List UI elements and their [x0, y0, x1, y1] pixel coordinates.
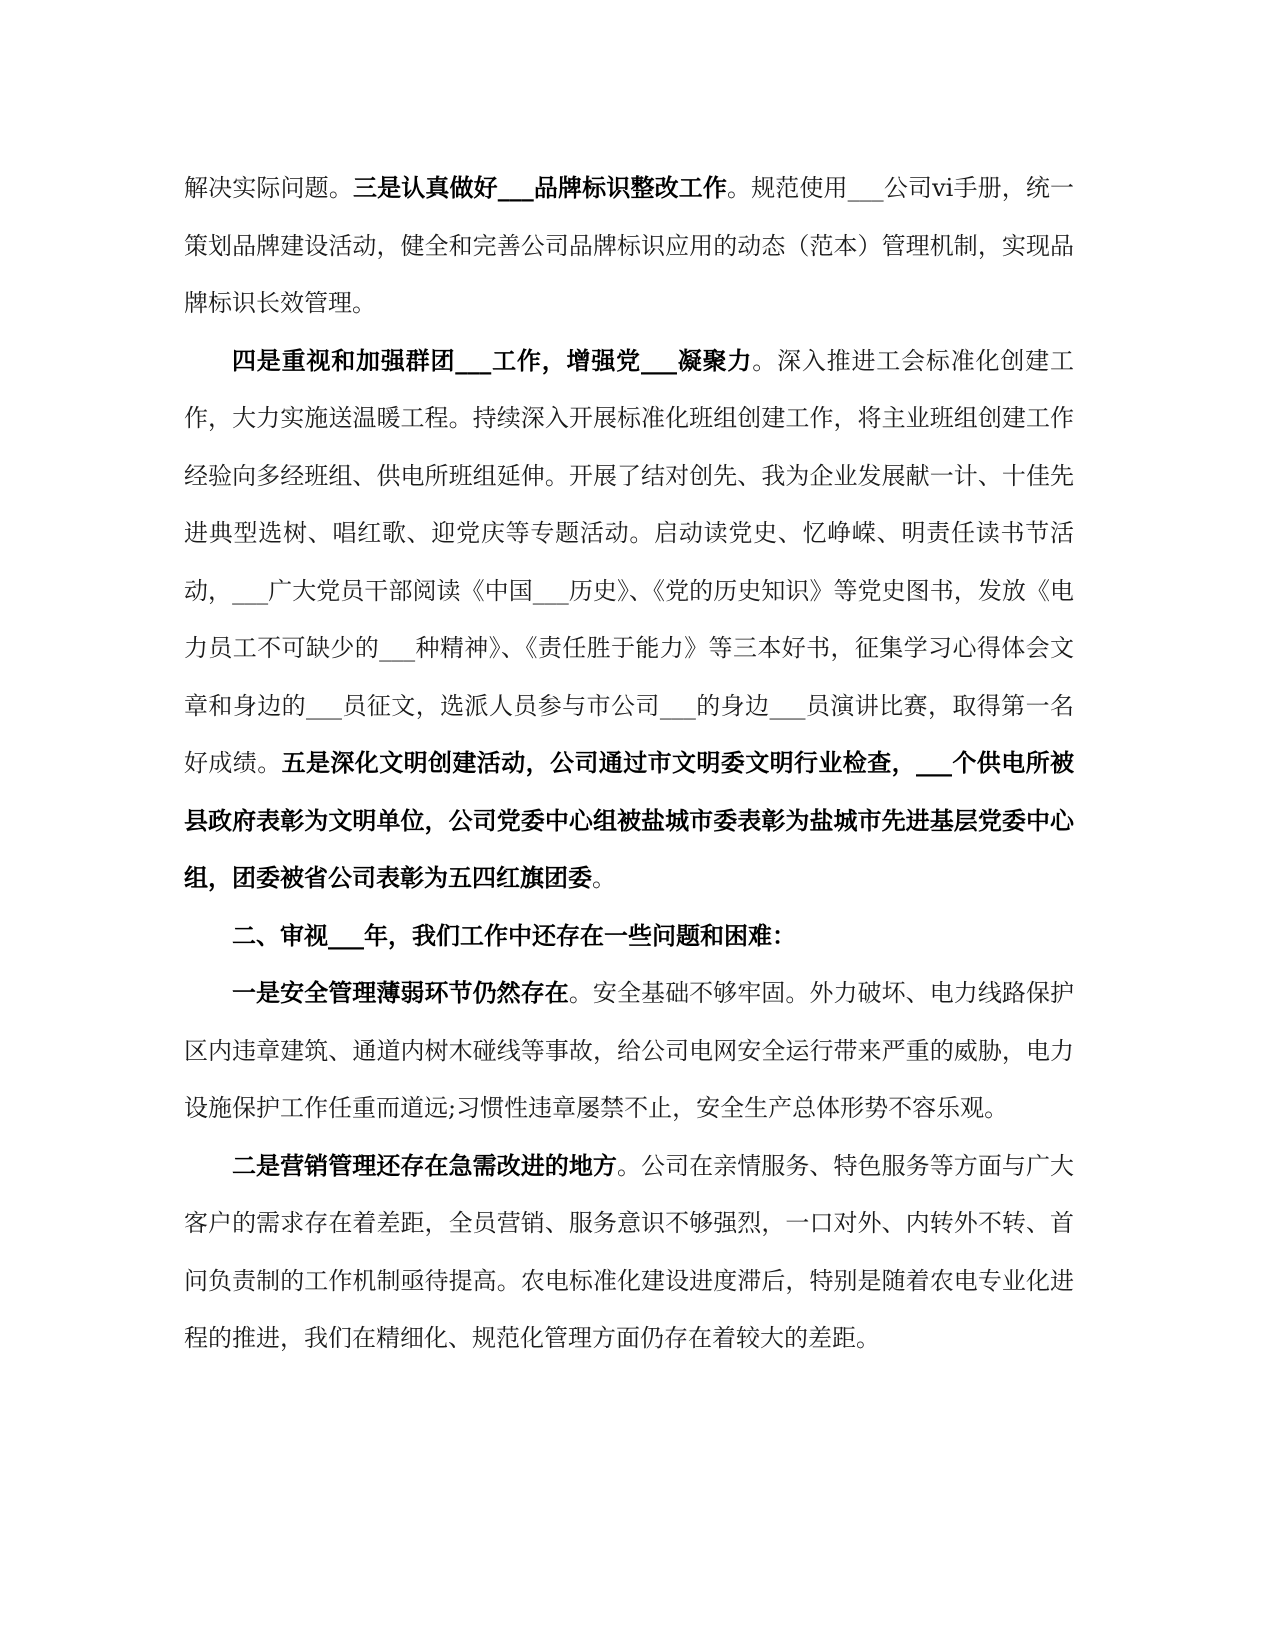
text-run: 。规范使用___公司vi手册，统一策划品牌建设活动，健全和完善公司品牌标识应用的动态（范本）管理机制，实现品牌标识长效管理。 [184, 174, 1075, 317]
paragraph-5 [184, 1138, 1074, 1368]
text-run: 。 [592, 864, 616, 892]
paragraph-1 [184, 160, 1074, 333]
bold-heading-run: 二是营销管理还存在急需改进的地方 [232, 1151, 617, 1180]
paragraph-4 [184, 965, 1074, 1138]
bold-heading-run: 五是深化文明创建活动，公司通过市文明委文明行业检查，___个供电所被县政府表彰为文明单位，公司党委中心组被盐城市委表彰为盐城市先进基层党委中心组，团委被省公司表彰为五四红旗团委 [184, 749, 1075, 892]
text-run: 。深入推进工会标准化创建工作，大力实施送温暖工程。持续深入开展标准化班组创建工作，将主业班组创建工作经验向多经班组、供电所班组延伸。开展了结对创先、我为企业发展献一计、十佳先进典型选树、唱红歌、迎党庆等专题活动。启动读党史、忆峥嵘、明责任读书节活动，___广大党员干部阅读《中国___历史》、《党的历史知识》等党史图书，发放《电力员工不可缺少的___种精神》、《责任胜于能力》等三本好书，征集学习心得体会文章和身边的___员征文，选派人员参与市公司___的身边___员演讲比赛，取得第一名好成绩。 [184, 346, 1074, 777]
bold-heading-run: 一是安全管理薄弱环节仍然存在 [232, 979, 569, 1007]
document-body [184, 160, 1074, 1368]
section-heading [184, 908, 1074, 966]
text-run: 。公司在亲情服务、特色服务等方面与广大客户的需求存在着差距，全员营销、服务意识不够强烈，一口对外、内转外不转、首问负责制的工作机制亟待提高。农电标准化建设进度滞后，特别是随着农电专业化进程的推进，我们在精细化、规范化管理方面仍存在着较大的差距。 [184, 1151, 1075, 1352]
bold-heading-run: 四是重视和加强群团___工作，增强党___凝聚力 [232, 346, 753, 375]
text-run: 解决实际问题。 [184, 174, 353, 202]
text-run: 。安全基础不够牢固。外力破坏、电力线路保护区内违章建筑、通道内树木碰线等事故，给公司电网安全运行带来严重的威胁，电力设施保护工作任重而道远;习惯性违章屡禁不止，安全生产总体形势不容乐观。 [184, 979, 1075, 1122]
bold-heading-run: 三是认真做好___品牌标识整改工作 [352, 174, 727, 202]
paragraph-2 [184, 333, 1074, 908]
bold-heading-run: 二、审视___年，我们工作中还存在一些问题和困难： [232, 921, 796, 950]
